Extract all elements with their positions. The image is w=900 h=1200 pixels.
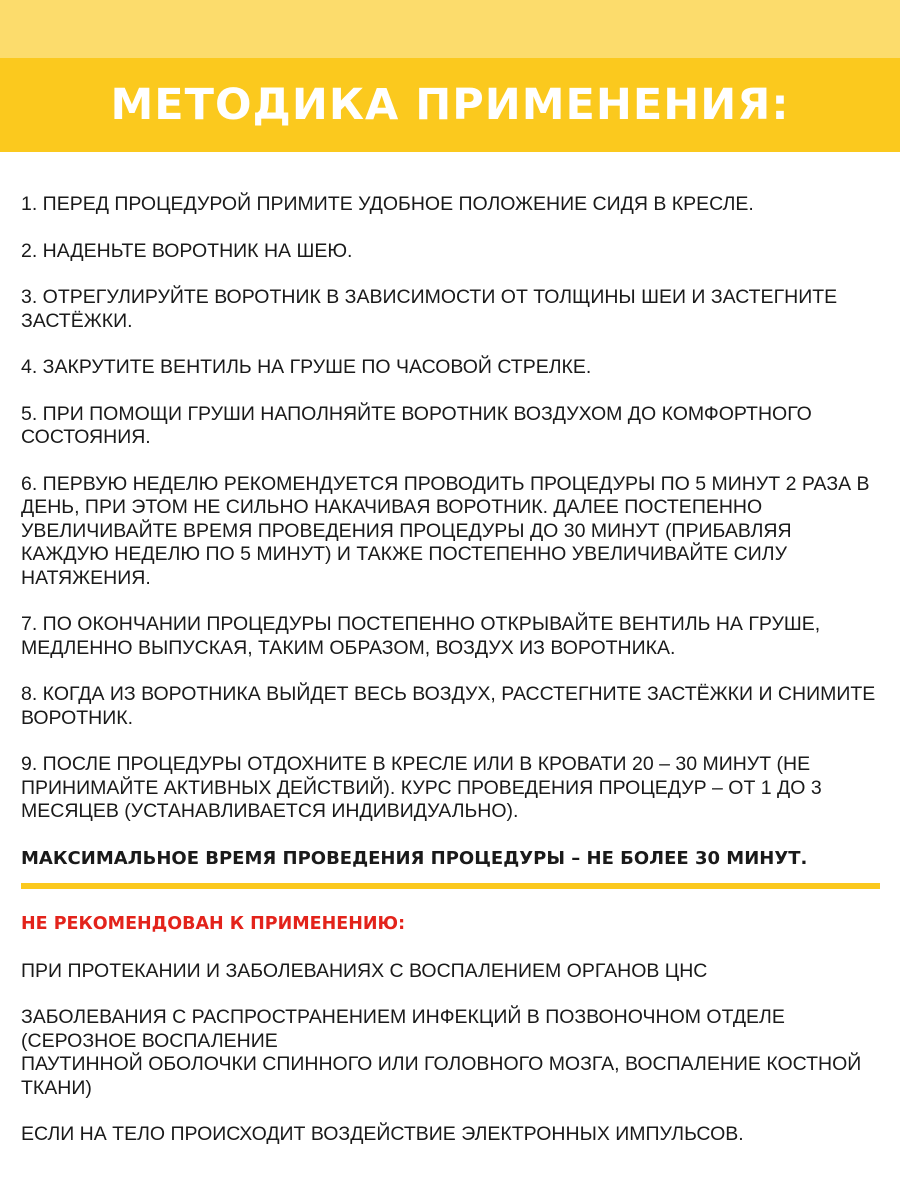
instruction-step-2: 2. НАДЕНЬТЕ ВОРОТНИК НА ШЕЮ.: [21, 239, 353, 262]
instruction-step-6: 6. ПЕРВУЮ НЕДЕЛЮ РЕКОМЕНДУЕТСЯ ПРОВОДИТЬ ПРОЦЕДУРЫ ПО 5 МИНУТ 2 РАЗА В ДЕНЬ, ПРИ ЭТОМ НЕ СИЛЬНО НАКАЧИВАЯ ВОРОТНИК. ДАЛЕЕ ПОСТЕПЕННО УВЕЛИЧИВАЙТЕ ВРЕМЯ ПРОВЕДЕНИЯ ПРОЦЕДУРЫ ДО 30 МИНУТ (ПРИБАВЛЯЯ КАЖДУЮ НЕДЕЛЮ ПО 5 МИНУТ) И ТАКЖЕ ПОСТЕПЕННО УВЕЛИЧИВАЙТЕ СИЛУ НАТЯЖЕНИЯ.: [21, 472, 870, 589]
top-decorative-stripe: [0, 0, 900, 58]
instruction-step-4: 4. ЗАКРУТИТЕ ВЕНТИЛЬ НА ГРУШЕ ПО ЧАСОВОЙ СТРЕЛКЕ.: [21, 356, 592, 378]
instruction-step-1: 1. ПЕРЕД ПРОЦЕДУРОЙ ПРИМИТЕ УДОБНОЕ ПОЛОЖЕНИЕ СИДЯ В КРЕСЛЕ.: [21, 193, 754, 215]
contraindications-title: НЕ РЕКОМЕНДОВАН К ПРИМЕНЕНИЮ:: [21, 914, 406, 934]
instruction-step-5: 5. ПРИ ПОМОЩИ ГРУШИ НАПОЛНЯЙТЕ ВОРОТНИК ВОЗДУХОМ ДО КОМФОРТНОГО СОСТОЯНИЯ.: [21, 402, 812, 448]
contraindication-item-2-line-2: ПАУТИННОЙ ОБОЛОЧКИ СПИННОГО ИЛИ ГОЛОВНОГО МОЗГА, ВОСПАЛЕНИЕ КОСТНОЙ ТКАНИ): [21, 1053, 862, 1099]
contraindication-item-2-line-1: ЗАБОЛЕВАНИЯ С РАСПРОСТРАНЕНИЕМ ИНФЕКЦИЙ В ПОЗВОНОЧНОМ ОТДЕЛЕ (СЕРОЗНОЕ ВОСПАЛЕНИЕ: [21, 1006, 785, 1052]
instructions-section: [21, 193, 883, 870]
page-title: МЕТОДИКА ПРИМЕНЕНИЯ:: [110, 80, 790, 130]
instruction-step-8: 8. КОГДА ИЗ ВОРОТНИКА ВЫЙДЕТ ВЕСЬ ВОЗДУХ, РАССТЕГНИТЕ ЗАСТЁЖКИ И СНИМИТЕ ВОРОТНИК.: [21, 683, 876, 729]
section-divider: [21, 883, 880, 889]
contraindication-item-2: [21, 1006, 883, 1100]
header-banner: [0, 58, 900, 152]
instruction-step-7: 7. ПО ОКОНЧАНИИ ПРОЦЕДУРЫ ПОСТЕПЕННО ОТКРЫВАЙТЕ ВЕНТИЛЬ НА ГРУШЕ, МЕДЛЕННО ВЫПУСКАЯ, ТАКИМ ОБРАЗОМ, ВОЗДУХ ИЗ ВОРОТНИКА.: [21, 613, 821, 659]
instruction-step-3: 3. ОТРЕГУЛИРУЙТЕ ВОРОТНИК В ЗАВИСИМОСТИ ОТ ТОЛЩИНЫ ШЕИ И ЗАСТЕГНИТЕ ЗАСТЁЖКИ.: [21, 286, 838, 332]
contraindications-section: [21, 913, 883, 1170]
instruction-step-9: 9. ПОСЛЕ ПРОЦЕДУРЫ ОТДОХНИТЕ В КРЕСЛЕ ИЛИ В КРОВАТИ 20 – 30 МИНУТ (НЕ ПРИНИМАЙТЕ АКТИВНЫХ ДЕЙСТВИЙ). КУРС ПРОВЕДЕНИЯ ПРОЦЕДУР – ОТ 1 ДО 3 МЕСЯЦЕВ (УСТАНАВЛИВАЕТСЯ ИНДИВИДУАЛЬНО).: [21, 753, 822, 822]
contraindication-item-3: ЕСЛИ НА ТЕЛО ПРОИСХОДИТ ВОЗДЕЙСТВИЕ ЭЛЕКТРОННЫХ ИМПУЛЬСОВ.: [21, 1123, 744, 1145]
max-time-note: МАКСИМАЛЬНОЕ ВРЕМЯ ПРОВЕДЕНИЯ ПРОЦЕДУРЫ – НЕ БОЛЕЕ 30 МИНУТ.: [21, 847, 808, 869]
contraindication-item-1: ПРИ ПРОТЕКАНИИ И ЗАБОЛЕВАНИЯХ С ВОСПАЛЕНИЕМ ОРГАНОВ ЦНС: [21, 959, 708, 982]
